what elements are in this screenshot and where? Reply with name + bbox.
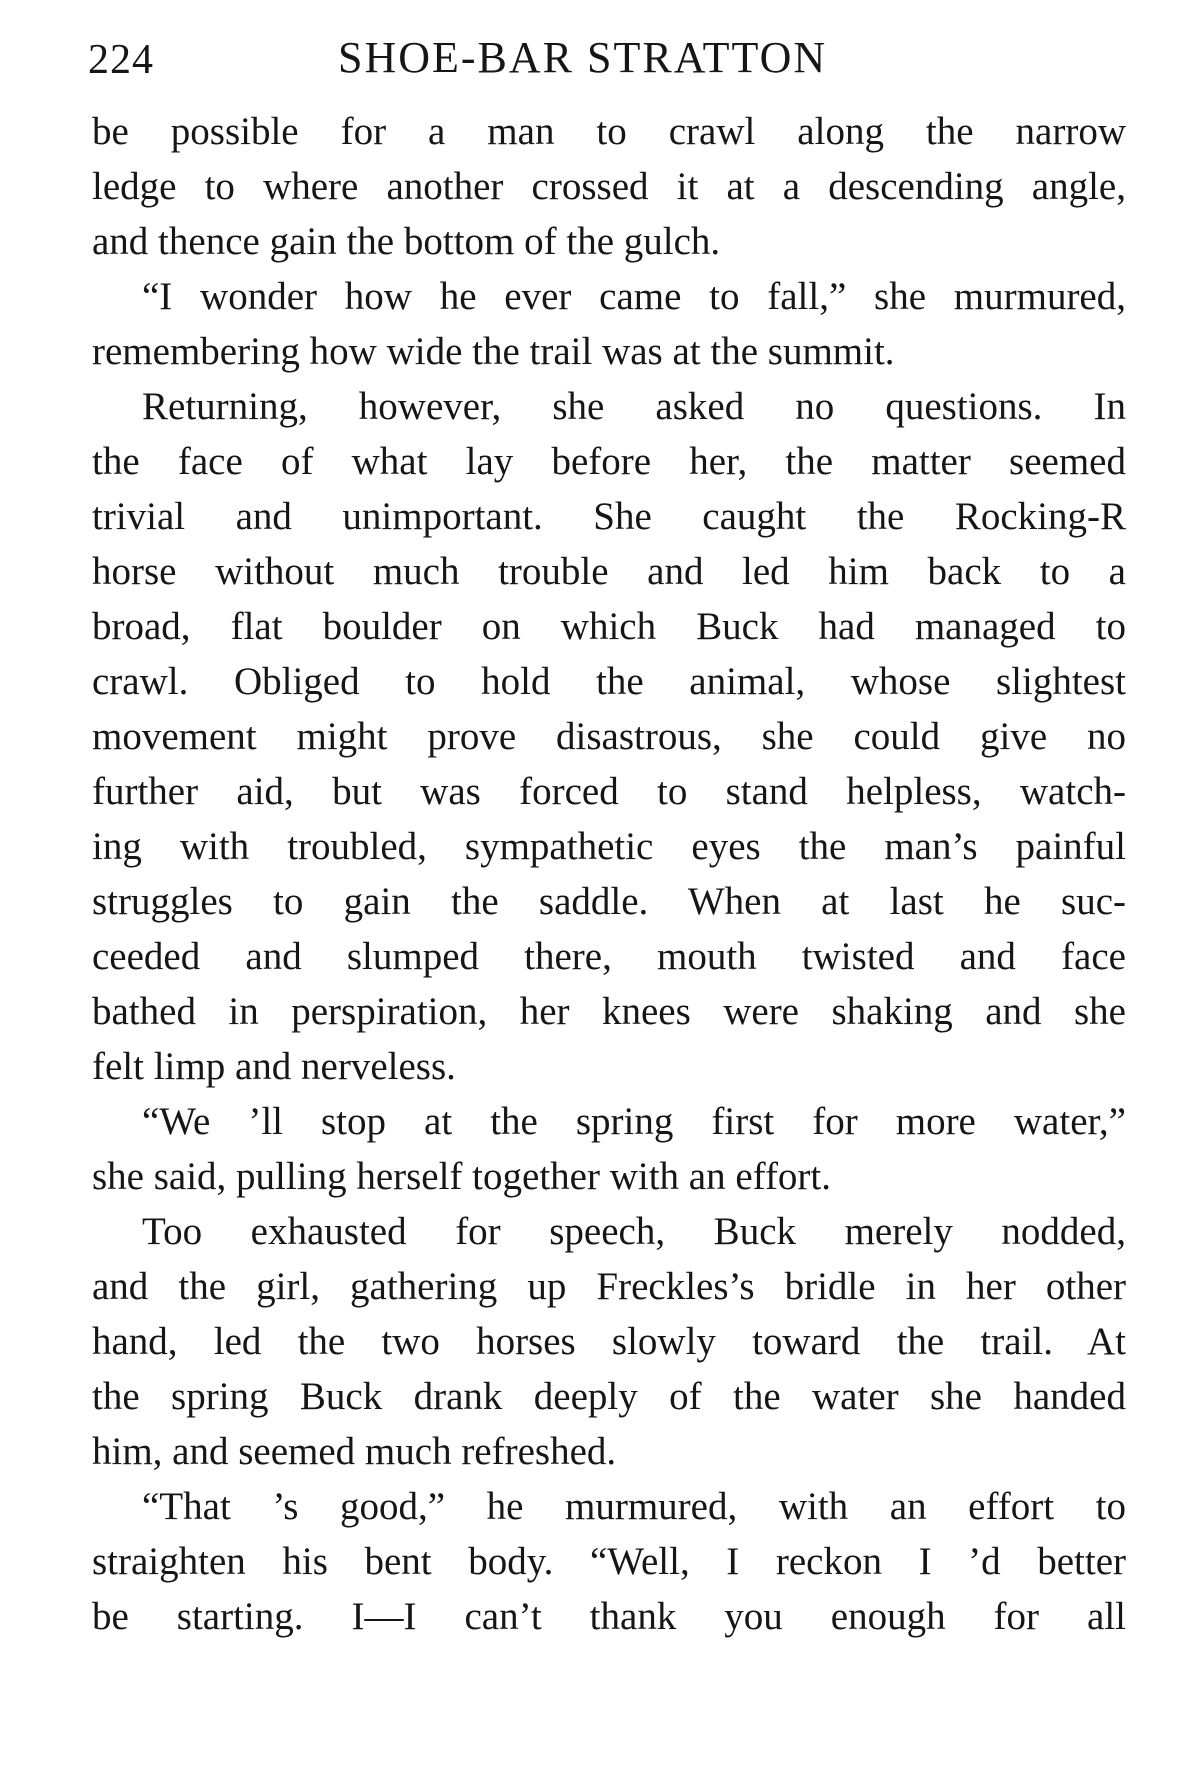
paragraph bbox=[92, 1094, 1126, 1204]
running-head: SHOE-BAR STRATTON bbox=[338, 33, 828, 82]
text-line: straighten his bent body. “Well, I reckon I ’d better bbox=[92, 1540, 1126, 1583]
text-line: horse without much trouble and led him back to a bbox=[92, 550, 1126, 593]
paragraph bbox=[92, 1479, 1126, 1644]
text-line: and thence gain the bottom of the gulch. bbox=[92, 220, 721, 263]
paragraph bbox=[92, 1204, 1126, 1479]
body-text bbox=[92, 104, 1126, 1644]
text-line: be starting. I—I can’t thank you enough for all bbox=[92, 1595, 1126, 1638]
text-line: “I wonder how he ever came to fall,” she murmured, bbox=[142, 275, 1126, 318]
text-line: felt limp and nerveless. bbox=[92, 1045, 456, 1088]
page-number: 224 bbox=[88, 37, 154, 83]
text-line: the face of what lay before her, the matter seemed bbox=[92, 440, 1126, 483]
text-line: movement might prove disastrous, she could give no bbox=[92, 715, 1126, 758]
text-line: ceeded and slumped there, mouth twisted and face bbox=[92, 935, 1126, 978]
text-line: further aid, but was forced to stand helpless, watch- bbox=[92, 770, 1126, 813]
text-line: crawl. Obliged to hold the animal, whose slightest bbox=[92, 660, 1126, 703]
page-header bbox=[88, 28, 1120, 88]
text-line: and the girl, gathering up Freckles’s bridle in her other bbox=[92, 1265, 1126, 1308]
text-line: bathed in perspiration, her knees were shaking and she bbox=[92, 990, 1126, 1033]
text-line: struggles to gain the saddle. When at last he suc- bbox=[92, 880, 1126, 923]
text-line: she said, pulling herself together with an effort. bbox=[92, 1155, 832, 1198]
text-line: broad, flat boulder on which Buck had managed to bbox=[92, 605, 1126, 648]
text-line: Returning, however, she asked no questions. In bbox=[142, 385, 1126, 428]
paragraph bbox=[92, 379, 1126, 1094]
paragraph bbox=[92, 269, 1126, 379]
text-line: the spring Buck drank deeply of the water she handed bbox=[92, 1375, 1126, 1418]
text-line: remembering how wide the trail was at the summit. bbox=[92, 330, 895, 373]
text-line: be possible for a man to crawl along the narrow bbox=[92, 110, 1126, 153]
text-line: “That ’s good,” he murmured, with an effort to bbox=[142, 1485, 1126, 1528]
paragraph bbox=[92, 104, 1126, 269]
text-line: hand, led the two horses slowly toward the trail. At bbox=[92, 1320, 1126, 1363]
text-line: him, and seemed much refreshed. bbox=[92, 1430, 617, 1473]
text-line: ledge to where another crossed it at a descending angle, bbox=[92, 165, 1126, 208]
text-line: “We ’ll stop at the spring first for more water,” bbox=[142, 1100, 1126, 1143]
text-line: ing with troubled, sympathetic eyes the man’s painful bbox=[92, 825, 1126, 868]
text-line: Too exhausted for speech, Buck merely nodded, bbox=[142, 1210, 1126, 1253]
text-line: trivial and unimportant. She caught the Rocking-R bbox=[92, 495, 1126, 538]
